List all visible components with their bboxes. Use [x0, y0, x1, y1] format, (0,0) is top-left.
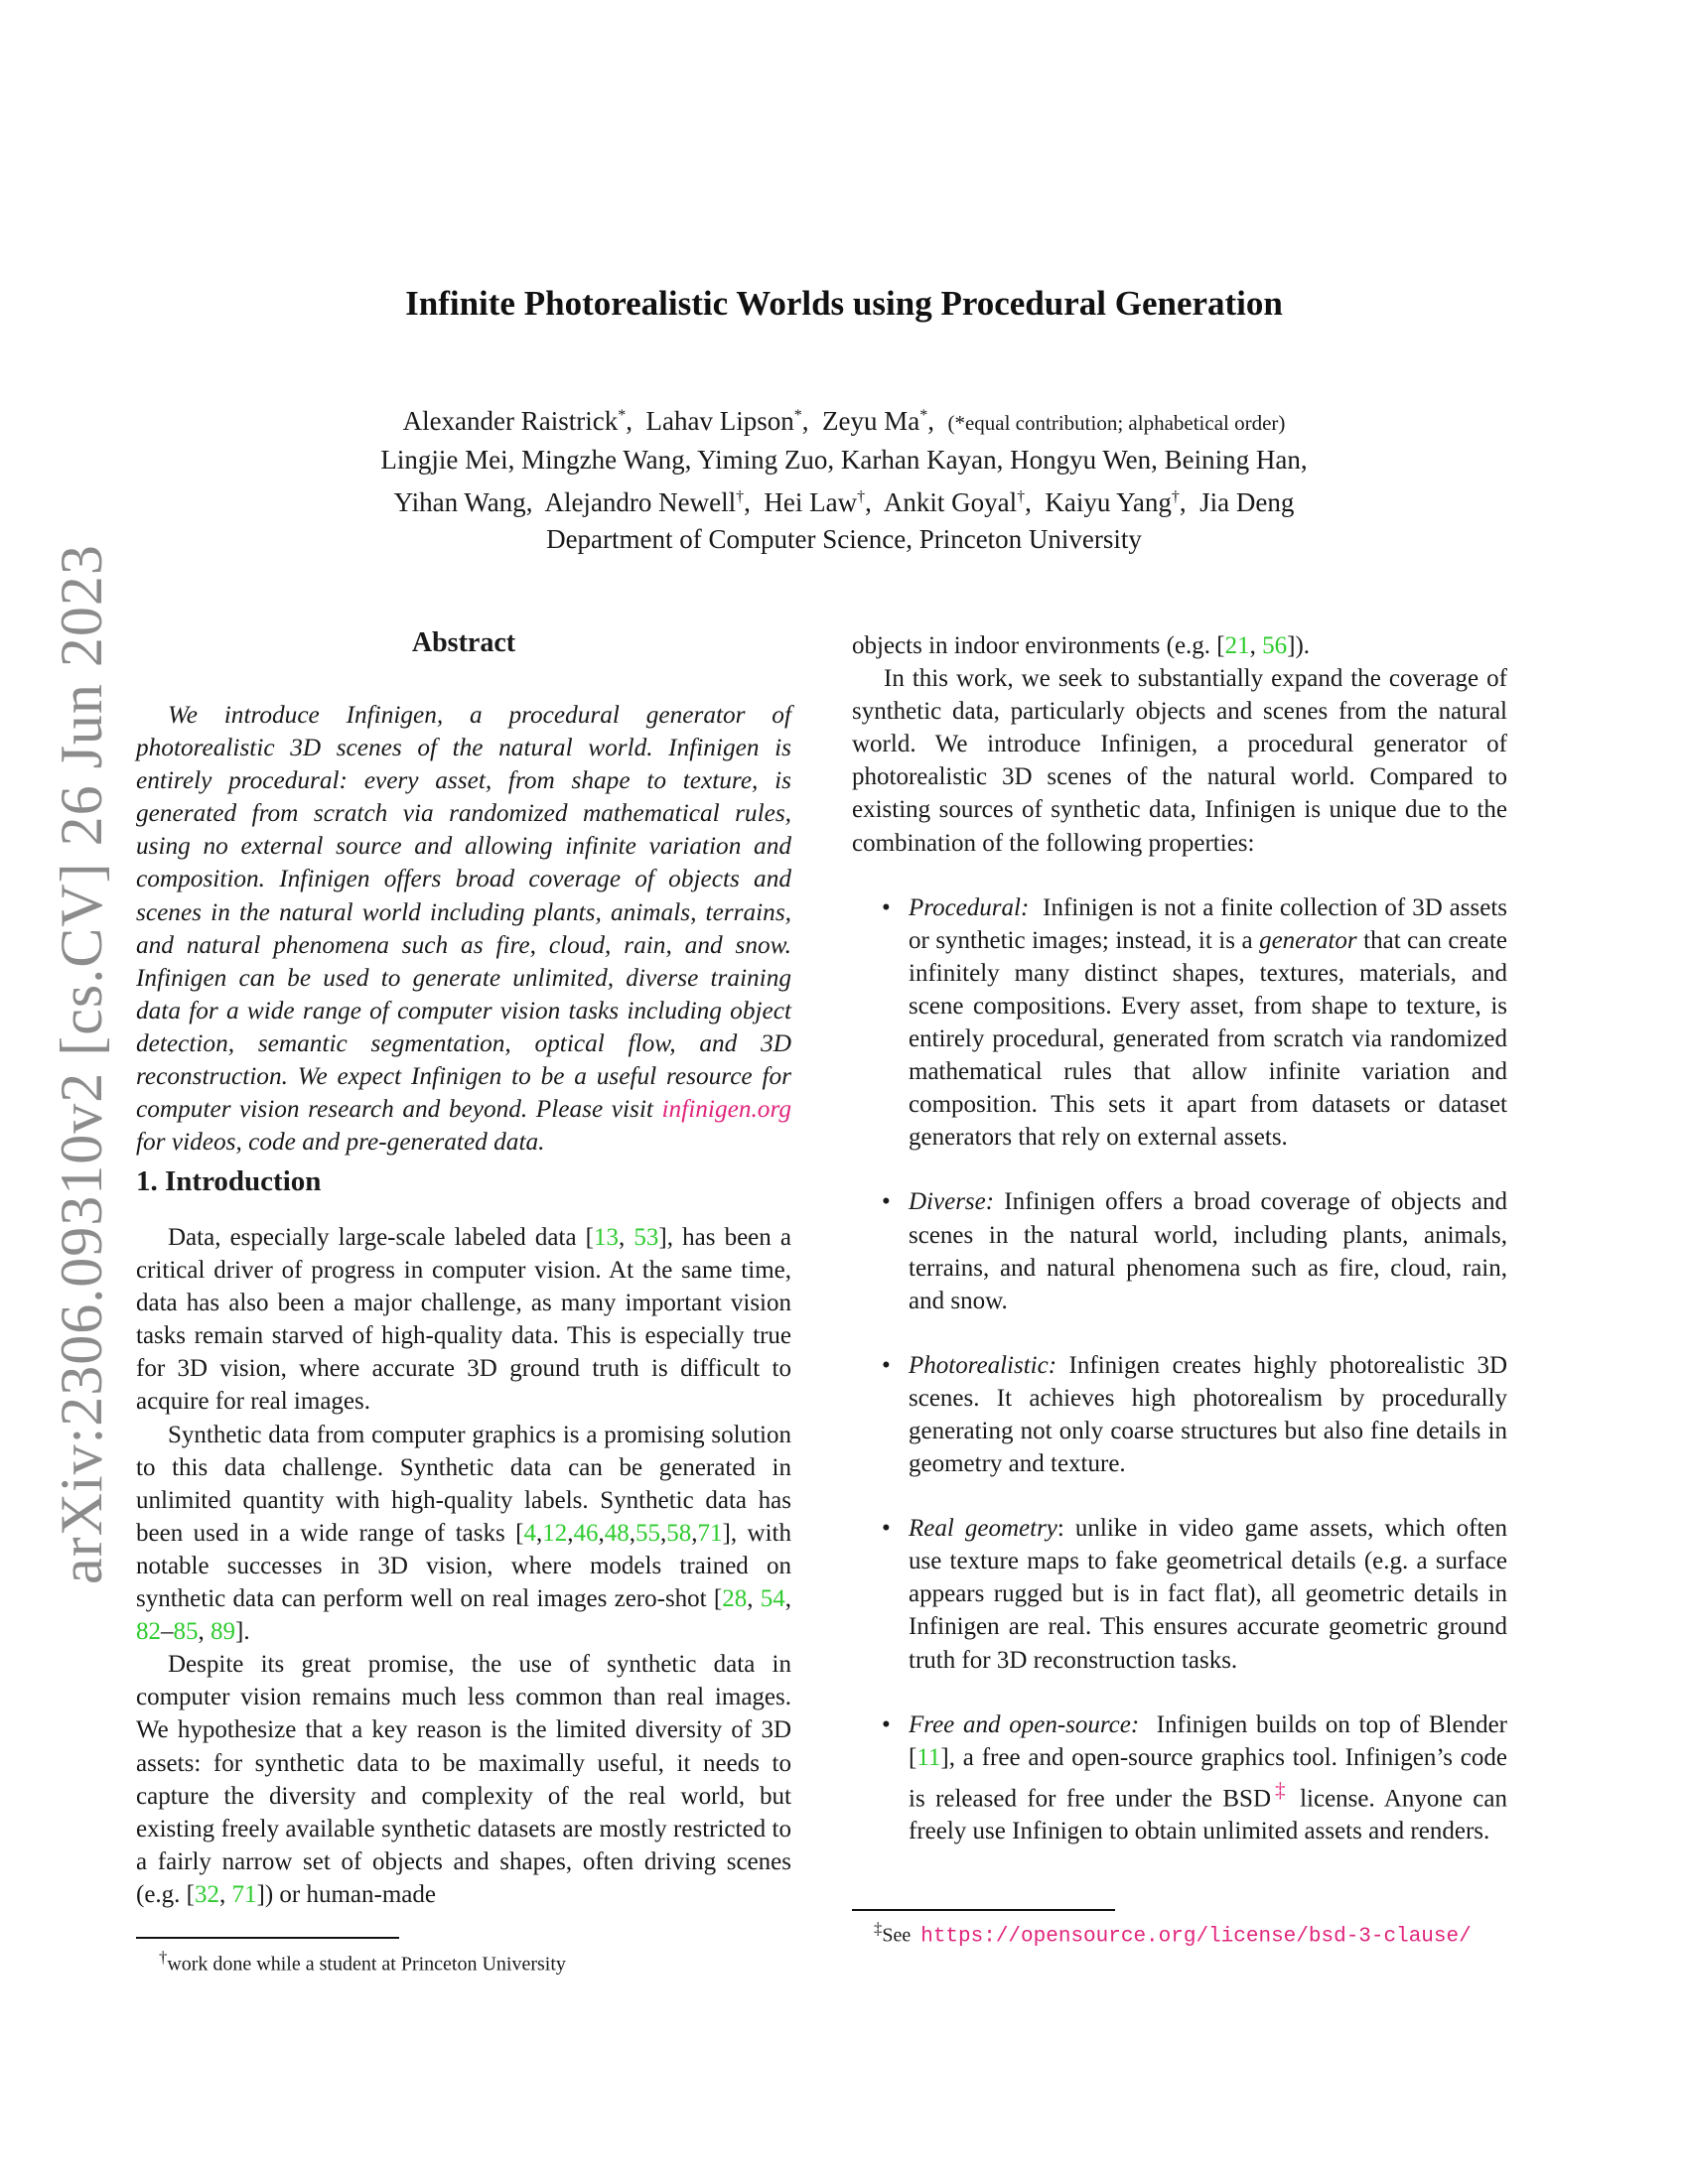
citation-link[interactable]: 4 [523, 1519, 537, 1547]
citation-link[interactable]: 11 [916, 1743, 941, 1771]
citation-link[interactable]: 54 [760, 1585, 785, 1613]
list-item: • Free and open-source: Infinigen builds on top of Blender [11], a free and open-source graphics tool. Infinigen’s code is released for free under the BSD‡ license. Anyone can freely use Infinigen to obtain unlimited assets and renders. [882, 1710, 1508, 1845]
author-block [0, 397, 1688, 558]
citation-link[interactable]: 82 [136, 1618, 161, 1646]
paragraph: Data, especially large-scale labeled data [13, 53], has been a critical driver of progress in computer vision. At the same time, data has also been a major challenge, as many important vision tasks remain starved of high-quality data. This is especially true for 3D vision, where accurate 3D ground truth is difficult to acquire for real images. [136, 1224, 791, 1416]
citation-link[interactable]: 58 [666, 1519, 692, 1547]
paragraph: objects in indoor environments (e.g. [21, 56]). [852, 632, 1311, 659]
author: Alexander Raistrick [402, 406, 619, 436]
list-item: • Real geometry: unlike in video game assets, which often use texture maps to fake geometrical details (e.g. a surface appears rugged but is in fact flat), all geometric details in Infinigen are real. This ensures accurate geometric ground truth for 3D reconstruction tasks. [882, 1515, 1507, 1674]
paragraph: In this work, we seek to substantially expand the coverage of synthetic data, particularly objects and scenes from the natural world. We introduce Infinigen, a procedural generator of photorealistic 3D scenes of the natural world. Compared to existing sources of synthetic data, Infinigen is unique due to the combination of the following properties: [852, 665, 1507, 857]
equal-contribution-note: (*equal contribution; alphabetical order) [947, 411, 1286, 435]
project-link[interactable]: infinigen.org [661, 1095, 791, 1124]
arxiv-stamp: arXiv:2306.09310v2 [cs.CV] 26 Jun 2023 [49, 544, 114, 1584]
paragraph: Synthetic data from computer graphics is a promising solution to this data challenge. Synthetic data can be generated in unlimited quantity with high-quality labels. Synthetic data has been used in a wide range of tasks [4,12,46,48,55,58,71], with notable successes in 3D vision, where models trained on synthetic data can perform well on real images zero-shot [28, 54, 82–85, 89]. [136, 1421, 791, 1646]
citation-link[interactable]: 32 [195, 1880, 219, 1908]
paper-title: Infinite Photorealistic Worlds using Procedural Generation [405, 284, 1283, 323]
citation-link[interactable]: 48 [604, 1519, 630, 1547]
author-line-2: Lingjie Mei, Mingzhe Wang, Yiming Zuo, Karhan Kayan, Hongyu Wen, Beining Han, [380, 445, 1308, 475]
author: Jia Deng [1199, 487, 1295, 517]
citation-link[interactable]: 46 [573, 1519, 599, 1547]
citation-link[interactable]: 53 [633, 1224, 659, 1251]
abstract-heading: Abstract [411, 627, 516, 658]
right-column [852, 629, 1507, 1847]
left-column [136, 1221, 791, 1911]
section-heading-introduction: 1. Introduction [136, 1165, 322, 1197]
citation-link[interactable]: 12 [542, 1519, 568, 1547]
citation-link[interactable]: 89 [211, 1618, 235, 1646]
author: Lahav Lipson [645, 406, 794, 436]
list-item: • Photorealistic: Infinigen creates highly photorealistic 3D scenes. It achieves high photorealism by procedurally generating not only coarse structures but also fine details in geometry and texture. [882, 1351, 1507, 1478]
license-url[interactable]: https://opensource.org/license/bsd-3-clause/ [920, 1925, 1472, 1949]
abstract-text: We introduce Infinigen, a procedural generator of photorealistic 3D scenes of the natural world. Infinigen is entirely procedural: every asset, from shape to texture, is generated from scratch via randomized mathematical rules, using no external source and allowing infinite variation and composition. Infinigen offers broad coverage of objects and scenes in the natural world including plants, animals, terrains, and natural phenomena such as fire, cloud, rain, and snow. Infinigen can be used to generate unlimited, diverse training data for a wide range of computer vision tasks including object detection, semantic segmentation, optical flow, and 3D reconstruction. We expect Infinigen to be a useful resource for computer vision research and beyond. Please visit infinigen.org for videos, code and pre-generated data. [136, 701, 791, 1157]
citation-link[interactable]: 56 [1262, 632, 1288, 659]
author: Yihan Wang [393, 487, 526, 517]
list-item: • Diverse: Infinigen offers a broad coverage of objects and scenes in the natural world, including plants, animals, terrains, and natural phenomena such as fire, cloud, rain, and snow. [882, 1188, 1507, 1314]
affiliation: Department of Computer Science, Princeton University [546, 524, 1142, 554]
footnote-rule [136, 1937, 399, 1939]
footnote-left: †work done while a student at Princeton University [159, 1948, 566, 1976]
list-item: • Procedural: Infinigen is not a finite collection of 3D assets or synthetic images; instead, it is a generator that can create infinitely many distinct shapes, textures, materials, and scene compositions. Every asset, from shape to texture, is entirely procedural, generated from scratch via randomized mathematical rules that allow infinite variation and composition. This sets it apart from datasets or dataset generators that rely on external assets. [882, 893, 1508, 1152]
author: Ankit Goyal [883, 487, 1018, 517]
citation-link[interactable]: 85 [173, 1618, 199, 1646]
author: Alejandro Newell [544, 487, 737, 517]
citation-link[interactable]: 55 [635, 1519, 661, 1547]
property-list [852, 891, 1507, 1848]
citation-link[interactable]: 28 [722, 1585, 748, 1613]
paragraph: Despite its great promise, the use of synthetic data in computer vision remains much less common than real images. We hypothesize that a key reason is the limited diversity of 3D assets: for synthetic data to be maximally useful, it needs to capture the diversity and complexity of the real world, but existing freely available synthetic datasets are mostly restricted to a fairly narrow set of objects and shapes, often driving scenes (e.g. [32, 71]) or human-made [136, 1651, 791, 1908]
footnote-right: ‡See https://opensource.org/license/bsd-3-clause/ [874, 1919, 1472, 1949]
citation-link[interactable]: 21 [1224, 632, 1250, 659]
citation-link[interactable]: 71 [231, 1880, 257, 1908]
footnote-rule [852, 1909, 1115, 1911]
author-line-1: Alexander Raistrick*, Lahav Lipson*, Zeyu Ma*, (*equal contribution; alphabetical order) [402, 406, 1286, 436]
author: Hei Law [764, 487, 858, 517]
author: Kaiyu Yang [1045, 487, 1172, 517]
footnote-marker[interactable]: ‡ [1271, 1777, 1290, 1802]
author-line-3: Yihan Wang, Alejandro Newell†, Hei Law†, Ankit Goyal†, Kaiyu Yang†, Jia Deng [393, 487, 1295, 517]
citation-link[interactable]: 13 [594, 1224, 620, 1251]
citation-link[interactable]: 71 [697, 1519, 723, 1547]
author: Zeyu Ma [821, 406, 920, 436]
